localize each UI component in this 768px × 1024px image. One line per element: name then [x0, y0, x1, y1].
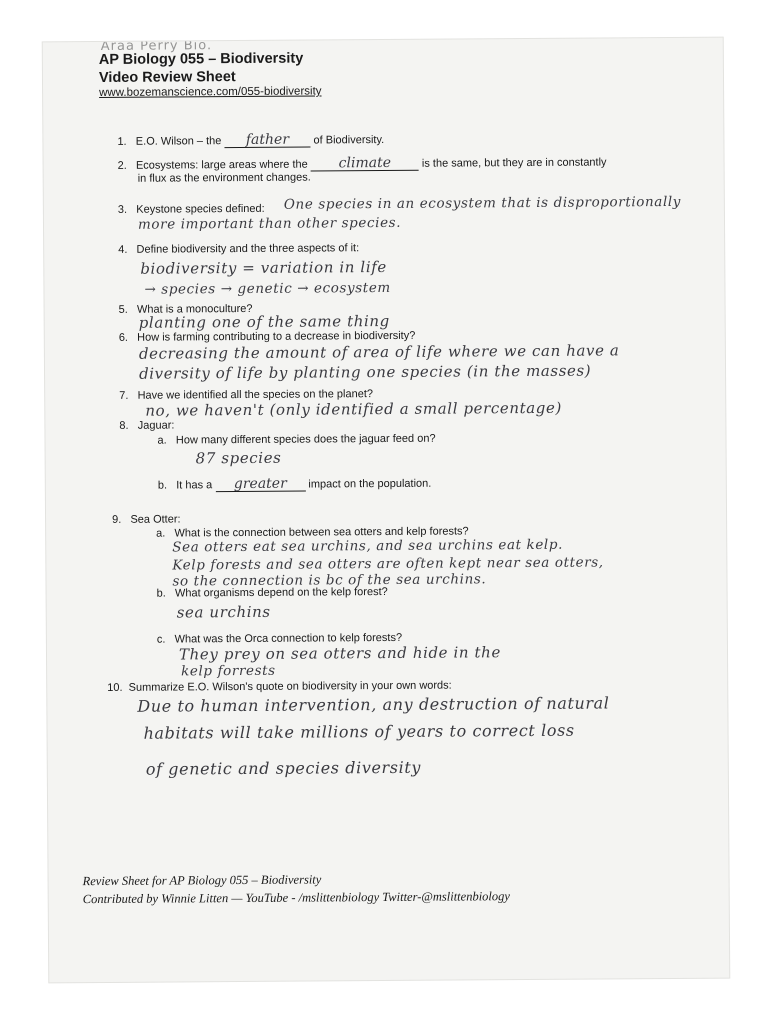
question-text: Sea Otter:: [130, 513, 181, 526]
question-10: [107, 680, 452, 694]
question-8a: [157, 433, 435, 447]
question-6: [119, 330, 416, 344]
handwritten-answer: habitats will take millions of years to correct loss: [143, 720, 575, 743]
question-text: Ecosystems: large areas where the: [135, 158, 308, 172]
handwritten-answer: One species in an ecosystem that is disproportionally: [283, 193, 682, 213]
question-text: impact on the population.: [308, 477, 432, 491]
question-9b: [157, 586, 388, 600]
handwritten-answer: sea urchins: [176, 602, 271, 622]
question-8: [119, 419, 174, 431]
worksheet-page: [43, 38, 730, 983]
question-text: of Biodiversity.: [313, 134, 385, 147]
question-text: What is a monoculture?: [136, 302, 253, 316]
question-2-continued: in flux as the environment changes.: [137, 171, 311, 185]
question-number: 7.: [119, 389, 129, 402]
question-text: Define biodiversity and the three aspects of it:: [136, 242, 360, 256]
question-text: How is farming contributing to a decrease in biodiversity?: [137, 329, 416, 344]
question-text: Summarize E.O. Wilson's quote on biodiversity in your own words:: [128, 679, 452, 694]
question-1: [117, 132, 384, 149]
subquestion-label: a.: [157, 434, 167, 447]
question-text: Keystone species defined:: [136, 202, 265, 216]
question-text: E.O. Wilson – the: [135, 135, 222, 148]
handwritten-answer: → species → genetic → ecosystem: [144, 279, 391, 298]
handwritten-answer: of genetic and species diversity: [145, 757, 422, 779]
question-3: [118, 203, 265, 216]
handwritten-answer: so the connection is bc of the sea urchins.: [172, 571, 487, 590]
worksheet-title: AP Biology 055 – Biodiversity: [98, 50, 304, 68]
question-number: 6.: [118, 331, 129, 344]
question-text: Jaguar:: [137, 419, 175, 432]
question-number: 8.: [119, 419, 129, 432]
question-number: 4.: [118, 243, 128, 256]
handwritten-answer: Kelp forests and sea otters are often kept near sea otters,: [172, 554, 604, 574]
subquestion-label: b.: [157, 479, 168, 492]
handwritten-answer: more important than other species.: [137, 214, 402, 233]
handwritten-answer: 87 species: [195, 448, 282, 468]
handwritten-answer: biodiversity = variation in life: [140, 257, 387, 278]
question-2: [118, 154, 607, 172]
question-number: 5.: [118, 303, 128, 316]
footer-line-2: Contributed by Winnie Litten — YouTube - /mslittenbiology Twitter-@mslittenbiology: [82, 889, 510, 907]
question-number: 3.: [117, 203, 128, 216]
handwritten-answer: diversity of life by planting one species (in the masses): [138, 361, 592, 383]
name-scribble: Araa Perry Bio.: [100, 38, 213, 54]
worksheet-subtitle: Video Review Sheet: [98, 69, 236, 86]
question-text: It has a: [176, 479, 213, 492]
subquestion-label: a.: [156, 527, 166, 540]
handwritten-answer: Sea otters eat sea urchins, and sea urchins eat kelp.: [172, 536, 564, 556]
question-8b: [158, 476, 432, 493]
handwritten-answer: kelp forrests: [181, 662, 276, 680]
handwritten-answer: planting one of the same thing: [138, 311, 390, 332]
question-text: What is the connection between sea otters and kelp forests?: [174, 525, 469, 540]
question-text: Have we identified all the species on the planet?: [137, 388, 374, 402]
subquestion-label: c.: [156, 633, 166, 646]
question-9: [112, 513, 181, 525]
question-number: 9.: [112, 513, 122, 526]
answer-blank: climate: [311, 156, 419, 172]
handwritten-answer: Due to human intervention, any destruction of natural: [137, 693, 610, 716]
question-4: [118, 242, 359, 256]
question-number: 2.: [117, 159, 127, 172]
subquestion-label: b.: [156, 587, 166, 600]
handwritten-answer: decreasing the amount of area of life where we can have a: [138, 341, 620, 363]
question-number: 1.: [117, 135, 127, 148]
footer-line-1: Review Sheet for AP Biology 055 – Biodiversity: [82, 872, 322, 889]
question-text: How many different species does the jaguar feed on?: [175, 432, 436, 447]
question-text: What organisms depend on the kelp forest?: [174, 585, 388, 600]
source-url: www.bozemanscience.com/055-biodiversity: [99, 85, 322, 99]
answer-blank: father: [224, 133, 310, 149]
question-text: is the same, but they are in constantly: [421, 156, 607, 170]
answer-blank: greater: [215, 477, 305, 493]
question-text: What was the Orca connection to kelp forests?: [174, 631, 403, 646]
handwritten-answer: They prey on sea otters and hide in the: [178, 643, 501, 664]
question-number: 10.: [107, 681, 123, 694]
handwritten-answer: no, we haven't (only identified a small percentage): [145, 398, 562, 420]
